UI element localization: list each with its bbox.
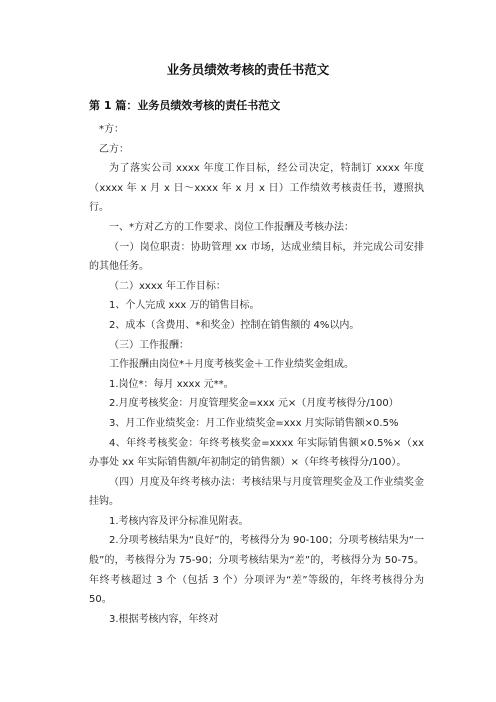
paragraph: （三）工作报酬：	[109, 339, 189, 351]
paragraph: 2.月度考核奖金：月度管理奖金=xxx 元×（月度考核得分/100）	[109, 398, 399, 410]
paragraph: （一）岗位职责：协助管理 xx 市场，达成业绩目标，并完成公司安排的其他任务。	[89, 241, 424, 273]
paragraph: 2、成本（含费用、*和奖金）控制在销售额的 4%以内。	[109, 319, 360, 331]
paragraph: 1.考核内容及评分标准见附表。	[109, 515, 249, 527]
paragraph: 一、*方对乙方的工作要求、岗位工作报酬及考核办法：	[109, 221, 354, 233]
paragraph: *方：	[99, 124, 124, 135]
paragraph: 3、月工作业绩奖金：月工作业绩奖金=xxx 月实际销售额×0.5%	[109, 417, 399, 429]
document-title: 业务员绩效考核的责任书范文	[166, 62, 330, 77]
section-heading: 第 1 篇：业务员绩效考核的责任书范文	[89, 99, 281, 112]
paragraph: 乙方：	[99, 143, 129, 155]
paragraph: （四）月度及年终考核办法：考核结果与月度管理奖金及工作业绩奖金挂钩。	[89, 476, 424, 508]
paragraph: 2.分项考核结果为“良好”的，考核得分为 90-100；分项考核结果为“一般”的，考核得分为 75-90；分项考核结果为“差”的，考核得分为 50-75。年终考核超过 3 个（包括 3 个）分项评为“差”等级的，年终考核得分为 50。	[89, 535, 424, 606]
paragraph: 4、年终考核奖金：年终考核奖金=xxxx 年实际销售额×0.5%×（xx 办事处 xx 年实际销售额/年初制定的销售额）×（年终考核得分/100）。	[89, 437, 424, 469]
paragraph: 3.根据考核内容，年终对	[109, 613, 219, 625]
paragraph: 1.岗位*：每月 xxxx 元**。	[109, 378, 234, 390]
paragraph: 1、个人完成 xxx 万的销售目标。	[109, 300, 260, 312]
paragraph: 工作报酬由岗位*＋月度考核奖金＋工作业绩奖金组成。	[109, 359, 354, 371]
paragraph: 为了落实公司 xxxx 年度工作目标，经公司决定，特制订 xxxx 年度（xxxx 年 x 月 x 日～xxxx 年 x 月 x 日）工作绩效考核责任书，遵照执行。	[89, 163, 424, 214]
paragraph: （二）xxxx 年工作目标：	[109, 280, 226, 292]
